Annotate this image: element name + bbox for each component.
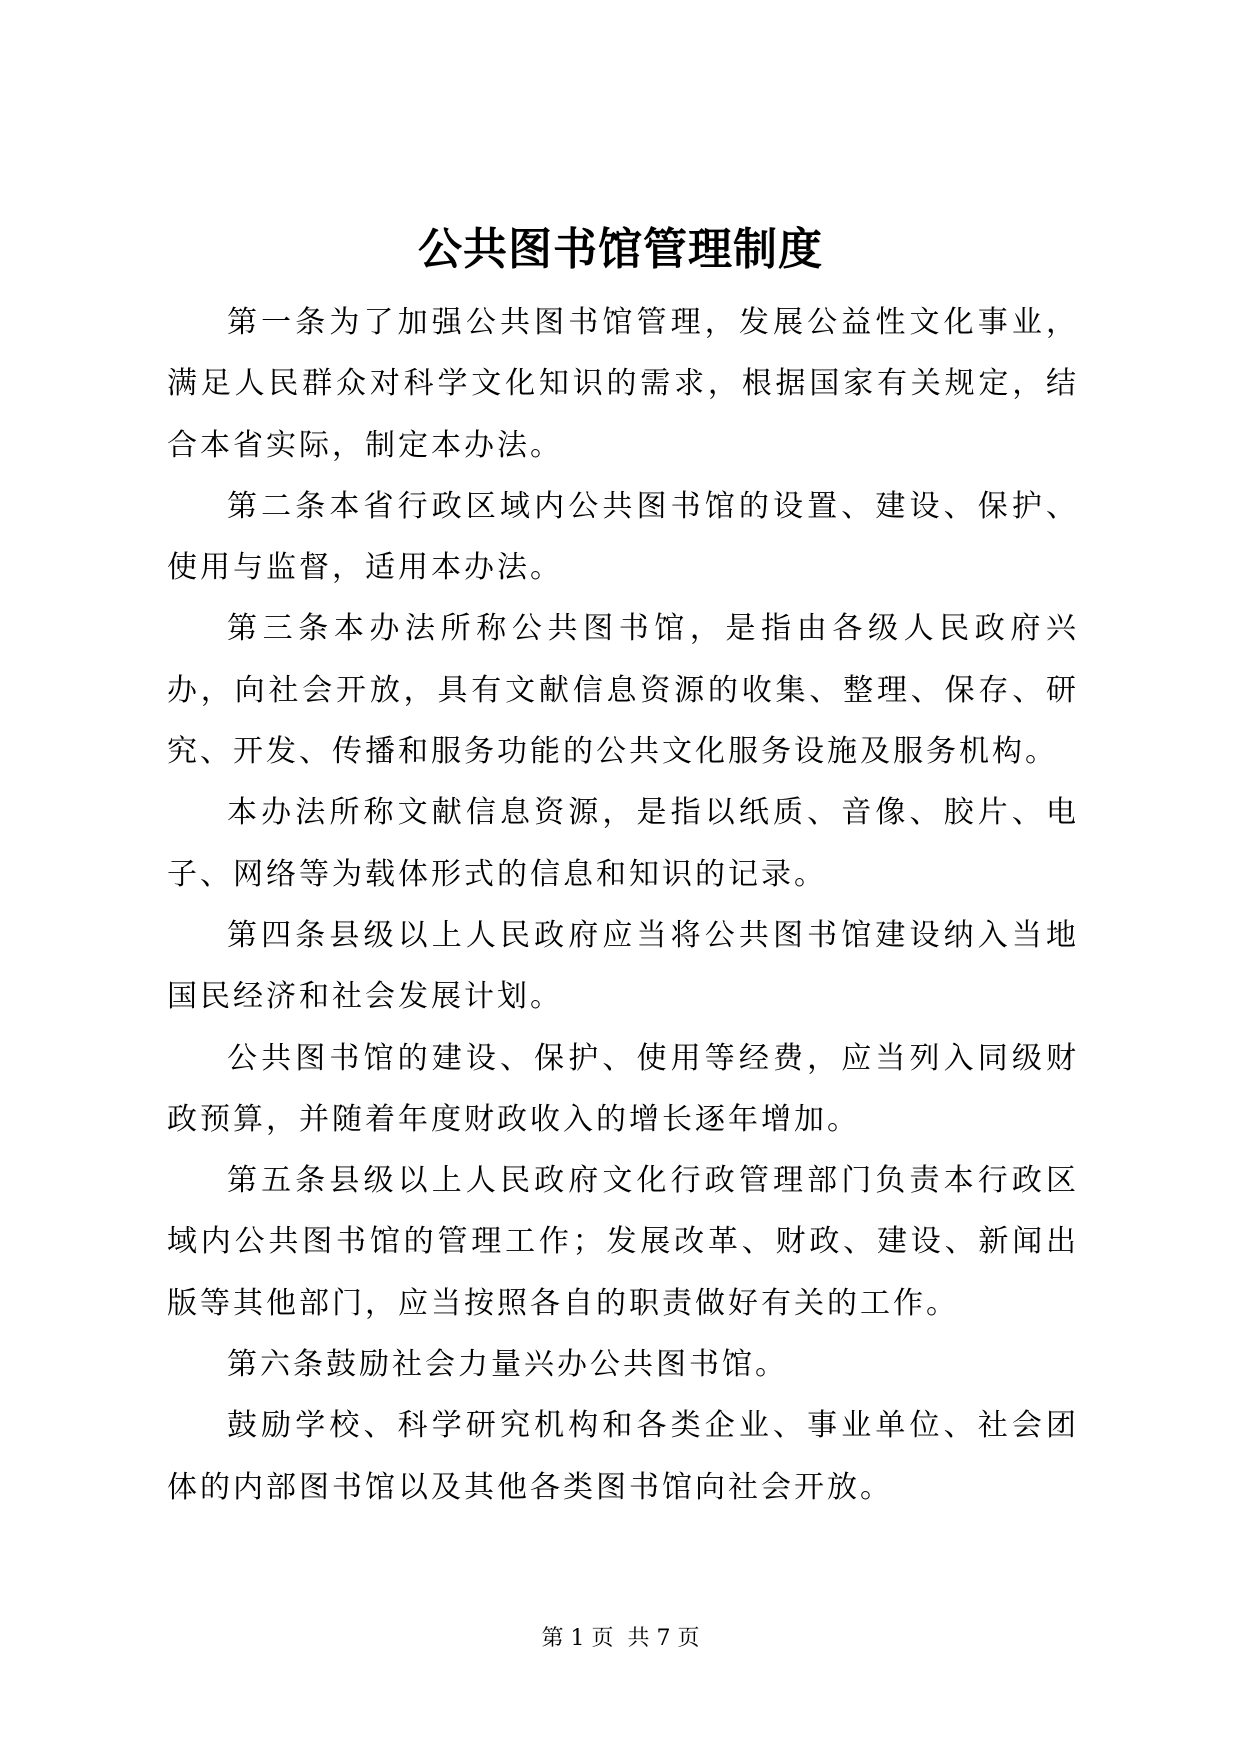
paragraph-article-5: 第五条县级以上人民政府文化行政管理部门负责本行政区域内公共图书馆的管理工作；发展改革、财政、建设、新闻出版等其他部门，应当按照各自的职责做好有关的工作。: [167, 1163, 1079, 1321]
paragraph-article-6-cont: 鼓励学校、科学研究机构和各类企业、事业单位、社会团体的内部图书馆以及其他各类图书馆向社会开放。: [167, 1408, 1079, 1505]
document-title: 公共图书馆管理制度: [418, 224, 823, 275]
paragraph-article-4: 第四条县级以上人民政府应当将公共图书馆建设纳入当地国民经济和社会发展计划。: [167, 917, 1079, 1015]
page-number-label: 第 1 页 共 7 页: [541, 1626, 700, 1651]
paragraph-article-2: 第二条本省行政区域内公共图书馆的设置、建设、保护、使用与监督，适用本办法。: [167, 488, 1079, 586]
page-footer: [0, 1624, 1241, 1654]
paragraph-article-6: 第六条鼓励社会力量兴办公共图书馆。: [227, 1347, 788, 1383]
paragraph-article-1: 第一条为了加强公共图书馆管理，发展公益性文化事业，满足人民群众对科学文化知识的需求，根据国家有关规定，结合本省实际，制定本办法。: [167, 305, 1079, 463]
document-body: [167, 292, 1079, 1518]
paragraph-article-4-cont: 公共图书馆的建设、保护、使用等经费，应当列入同级财政预算，并随着年度财政收入的增长逐年增加。: [167, 1040, 1079, 1137]
paragraph-article-3-cont: 本办法所称文献信息资源，是指以纸质、音像、胶片、电子、网络等为载体形式的信息和知识的记录。: [167, 795, 1079, 892]
paragraph-article-3: 第三条本办法所称公共图书馆，是指由各级人民政府兴办，向社会开放，具有文献信息资源的收集、整理、保存、研究、开发、传播和服务功能的公共文化服务设施及服务机构。: [167, 611, 1079, 770]
